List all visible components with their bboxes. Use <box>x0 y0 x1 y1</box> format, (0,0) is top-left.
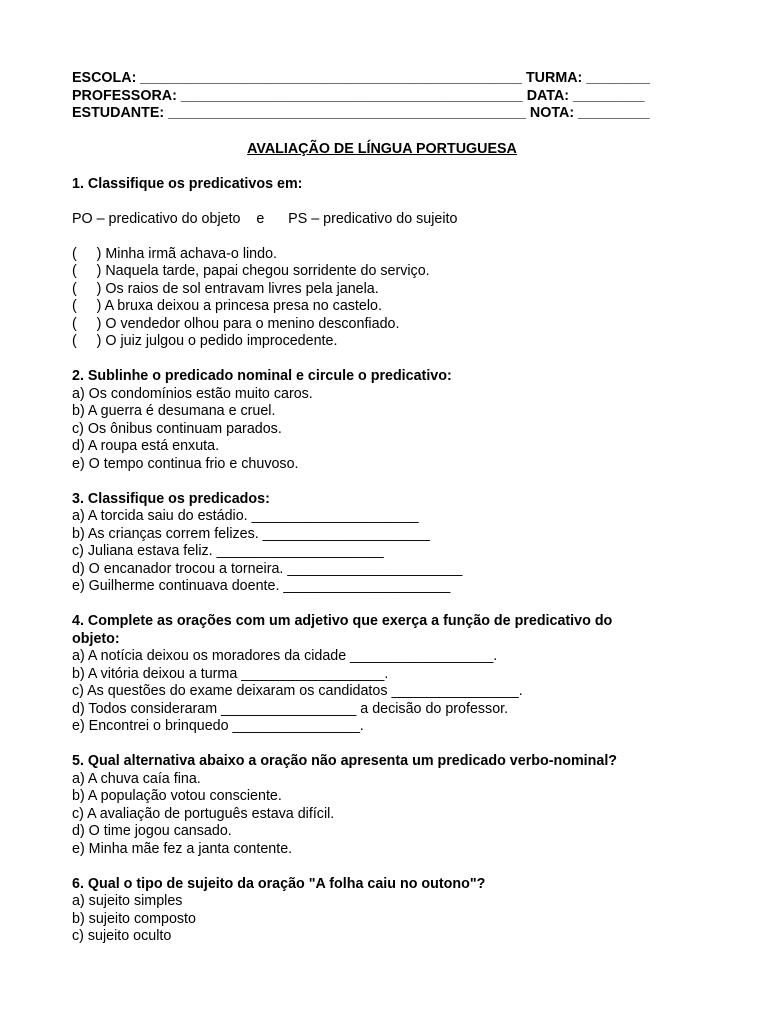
list-item: c) As questões do exame deixaram os candidatos ________________. <box>72 683 523 699</box>
list-item: a) A torcida saiu do estádio. _____________________ <box>72 508 419 524</box>
list-item: d) O encanador trocou a torneira. ______________________ <box>72 560 463 577</box>
question-1 <box>72 176 692 351</box>
list-item: c) A avaliação de português estava difícil. <box>72 805 335 822</box>
document-title: AVALIAÇÃO DE LÍNGUA PORTUGUESA <box>247 140 517 157</box>
list-item: b) A guerra é desumana e cruel. <box>72 403 276 419</box>
list-item: a) sujeito simples <box>72 893 183 909</box>
list-item: ( ) A bruxa deixou a princesa presa no castelo. <box>72 298 382 314</box>
list-item: b) A vitória deixou a turma __________________. <box>72 665 389 682</box>
list-item: c) Os ônibus continuam parados. <box>72 420 282 437</box>
question-4-title-line1: 4. Complete as orações com um adjetivo que exerça a função de predicativo do <box>72 613 613 629</box>
header-block <box>72 70 692 123</box>
list-item: a) A chuva caía fina. <box>72 770 201 787</box>
question-1-legend: PO – predicativo do objeto e PS – predicativo do sujeito <box>72 210 458 227</box>
question-1-title: 1. Classifique os predicativos em: <box>72 175 303 192</box>
list-item: d) O time jogou cansado. <box>72 823 232 839</box>
list-item: ( ) Minha irmã achava-o lindo. <box>72 245 278 262</box>
question-5 <box>72 753 692 858</box>
list-item: e) Encontrei o brinquedo ________________. <box>72 718 364 734</box>
question-6-title: 6. Qual o tipo de sujeito da oração "A folha caiu no outono"? <box>72 875 486 892</box>
list-item: e) O tempo continua frio e chuvoso. <box>72 455 299 472</box>
document-page <box>72 70 692 946</box>
question-2-title: 2. Sublinhe o predicado nominal e circule o predicativo: <box>72 368 452 384</box>
list-item: d) A roupa está enxuta. <box>72 438 220 454</box>
list-item: ( ) Naquela tarde, papai chegou sorridente do serviço. <box>72 263 430 279</box>
list-item: ( ) O vendedor olhou para o menino desconfiado. <box>72 315 400 332</box>
list-item: b) A população votou consciente. <box>72 788 282 804</box>
list-item: ( ) O juiz julgou o pedido improcedente. <box>72 333 338 349</box>
question-5-title: 5. Qual alternativa abaixo a oração não apresenta um predicado verbo-nominal? <box>72 753 618 769</box>
question-2 <box>72 368 692 473</box>
list-item: c) Juliana estava feliz. _____________________ <box>72 543 384 559</box>
list-item: c) sujeito oculto <box>72 928 172 944</box>
list-item: a) A notícia deixou os moradores da cidade __________________. <box>72 648 498 664</box>
list-item: d) Todos consideraram _________________ a decisão do professor. <box>72 700 509 717</box>
question-6 <box>72 876 692 946</box>
list-item: ( ) Os raios de sol entravam livres pela janela. <box>72 280 379 297</box>
list-item: e) Minha mãe fez a janta contente. <box>72 840 293 857</box>
question-3 <box>72 491 692 596</box>
list-item: a) Os condomínios estão muito caros. <box>72 385 313 402</box>
header-professora-line: PROFESSORA: ___________________________________________ DATA: _________ <box>72 87 645 104</box>
list-item: b) sujeito composto <box>72 910 196 927</box>
header-estudante-line: ESTUDANTE: _____________________________________________ NOTA: _________ <box>72 105 650 121</box>
question-4-title-line2: objeto: <box>72 630 120 647</box>
header-escola-line: ESCOLA: ________________________________________________ TURMA: ________ <box>72 70 650 86</box>
question-4 <box>72 613 692 736</box>
question-3-title: 3. Classifique os predicados: <box>72 490 270 507</box>
list-item: e) Guilherme continuava doente. _____________________ <box>72 578 451 594</box>
list-item: b) As crianças correm felizes. _____________________ <box>72 525 430 542</box>
